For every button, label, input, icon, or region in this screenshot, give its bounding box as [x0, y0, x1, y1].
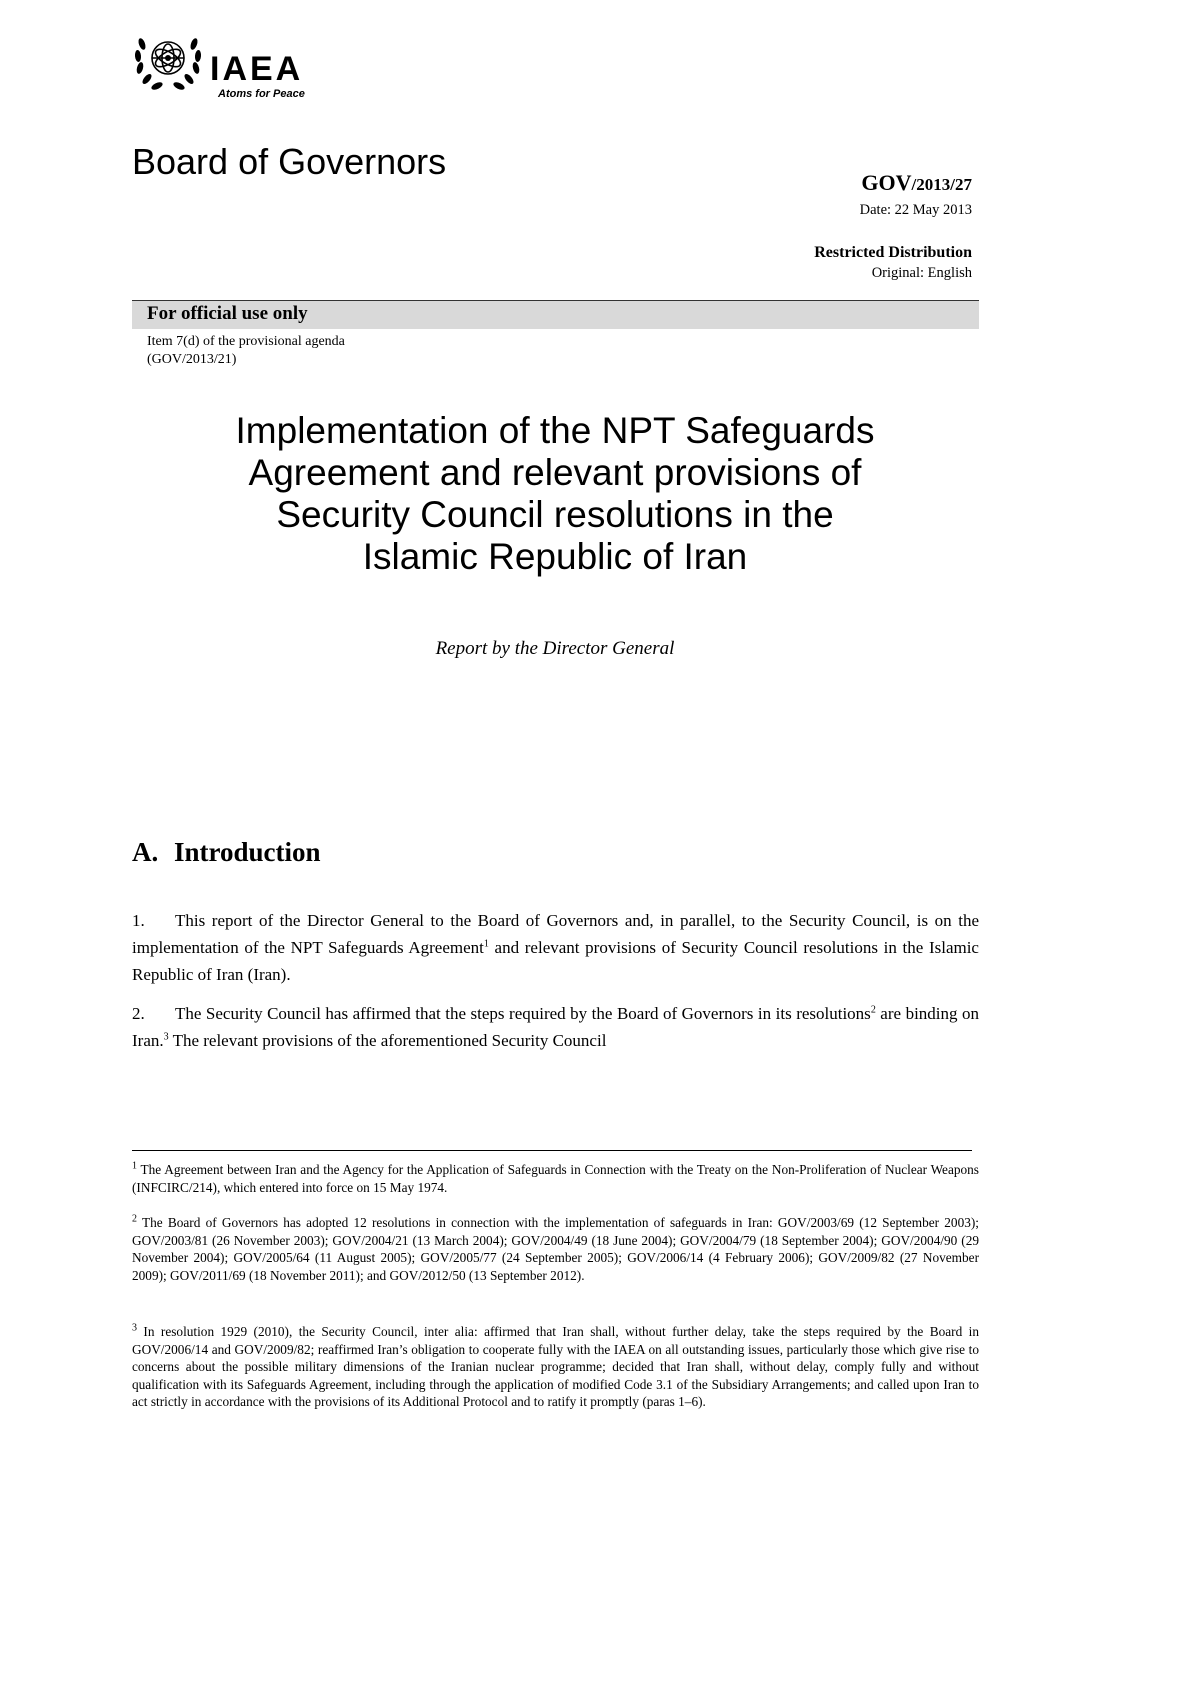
official-use-bar: [132, 300, 979, 329]
board-title: Board of Governors: [132, 141, 447, 182]
footnote-number: 3: [132, 1322, 137, 1334]
iaea-emblem-icon: [128, 22, 208, 102]
paragraph-text: This report of the Director General to the Board of Governors and, in parallel, to the Security Council, is on the implementation of the NPT Safeguards Agreement: [132, 911, 979, 957]
paragraph-text: and relevant provisions of Security Council resolutions in the Islamic Republic of Iran (Iran).: [132, 938, 979, 984]
paragraph: [132, 1000, 979, 1054]
footnote: [132, 1214, 979, 1284]
paragraph-text: The relevant provisions of the aforementioned Security Council: [168, 1031, 607, 1050]
paragraph-number: 1.: [132, 911, 145, 930]
footnote-ref[interactable]: 2: [870, 1004, 876, 1016]
section-heading: [132, 837, 321, 868]
title-line: Security Council resolutions in the: [276, 494, 834, 535]
agenda-line: (GOV/2013/21): [147, 352, 237, 367]
agenda-reference: [147, 333, 345, 369]
logo-name: IAEA: [210, 50, 304, 88]
symbol-prefix: GOV: [861, 170, 912, 195]
report-by: Report by the Director General: [435, 638, 675, 659]
title-line: Implementation of the NPT Safeguards: [235, 410, 875, 451]
footnote: [132, 1323, 979, 1411]
section-letter: A.: [132, 837, 159, 867]
footnote-separator: [132, 1150, 972, 1151]
document-date: Date: 22 May 2013: [859, 202, 972, 218]
symbol-number: /2013/27: [911, 175, 972, 194]
footnote-ref[interactable]: 3: [163, 1031, 169, 1043]
official-use-label: For official use only: [147, 303, 308, 324]
paragraph-number: 2.: [132, 1004, 145, 1023]
footnote-text: The Board of Governors has adopted 12 resolutions in connection with the implementation of safeguards in Iran: GOV/2003/69 (12 September 2003); GOV/2003/81 (26 November 2003); GOV/2004/21 (13 March 2004); GOV/2004/49 (18 June 2004); GOV/2004/79 (18 September 2004); GOV/2004/90 (29 November 2004); GOV/2005/64 (11 August 2005); GOV/2005/77 (24 September 2005); GOV/2006/14 (4 February 2006); GOV/2009/82 (27 November 2009); GOV/2011/69 (18 November 2011); and GOV/2012/50 (13 September 2012).: [132, 1215, 979, 1283]
agenda-line: Item 7(d) of the provisional agenda: [147, 334, 345, 349]
paragraph: [132, 907, 979, 988]
title-line: Agreement and relevant provisions of: [248, 452, 862, 493]
distribution-label: Restricted Distribution: [814, 244, 972, 261]
section-title: Introduction: [174, 837, 321, 867]
paragraph-text: are binding on Iran.: [132, 1004, 980, 1050]
footnote-text: In resolution 1929 (2010), the Security Council, inter alia: affirmed that Iran shall, without further delay, take the steps required by the Board in GOV/2006/14 and GOV/2009/82; reaffirmed Iran’s obligation to cooperate fully with the IAEA on all outstanding issues, particularly those which give rise to concerns about the possible military dimensions of the Iranian nuclear programme; decided that Iran shall, without delay, comply fully and without qualification with its Safeguards Agreement, including through the application of modified Code 3.1 of the Subsidiary Arrangements; and called upon Iran to act strictly in accordance with the provisions of its Additional Protocol and to ratify it promptly (paras 1–6).: [132, 1324, 979, 1409]
logo-tagline: Atoms for Peace: [218, 88, 305, 100]
paragraph-text: The Security Council has affirmed that the steps required by the Board of Governors in its resolutions: [175, 1004, 871, 1023]
iaea-logo: [128, 22, 328, 108]
title-line: Islamic Republic of Iran: [362, 536, 748, 577]
original-language: Original: English: [871, 265, 972, 281]
footnote-ref[interactable]: 1: [483, 938, 489, 950]
report-title: [130, 410, 980, 578]
footnote: [132, 1161, 979, 1196]
footnote-number: 1: [132, 1160, 137, 1172]
footnote-text: The Agreement between Iran and the Agency for the Application of Safeguards in Connection with the Treaty on the Non-Proliferation of Nuclear Weapons (INFCIRC/214), which entered into force on 15 May 1974.: [132, 1162, 979, 1195]
document-symbol: [861, 172, 972, 194]
footnote-number: 2: [132, 1213, 137, 1225]
